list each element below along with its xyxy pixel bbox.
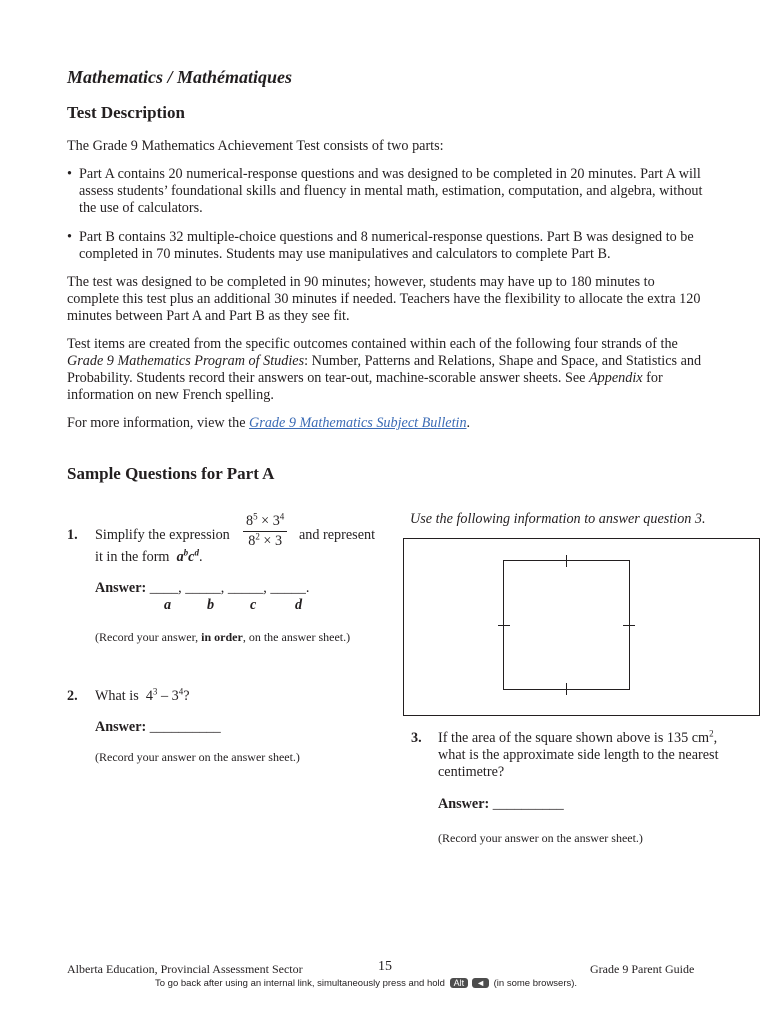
program-of-studies-title: Grade 9 Mathematics Program of Studies — [67, 353, 305, 369]
q3-answer: Answer: __________ — [438, 796, 564, 812]
q1-numerator: $8^5 \times 3^4$ — [243, 513, 287, 532]
q3-text: If the area of the square shown above is 135 $cm^2$, what is the approximate side length to the nearest centimetre? — [438, 728, 719, 780]
square-figure — [503, 560, 630, 690]
bullet-part-b — [67, 229, 719, 263]
bullet-part-a-text: Part A contains 20 numerical-response questions and was designed to be completed in 20 minutes. Part A will assess students’ foundational skills and fluency in mental math, estimation, computation, and algebra, without the use of calculators. — [79, 166, 703, 216]
bullet-dot: • — [67, 166, 72, 182]
q1-number: 1. — [67, 527, 78, 543]
q3-number: 3. — [411, 730, 422, 746]
q1-note: (Record your answer, in order, on the answer sheet.) — [95, 630, 351, 644]
q2-note: (Record your answer on the answer sheet.) — [95, 750, 300, 764]
q2-answer: Answer: __________ — [95, 719, 221, 735]
q1-text-b: and represent — [299, 527, 376, 543]
q1-fraction — [243, 513, 287, 550]
q1-letter-c: c — [250, 597, 257, 613]
time-paragraph: The test was designed to be completed in 90 minutes; however, students may have up to 180 minutes to complete this test plus an additional 30 minutes if needed. Teachers have the flexibility to allocate the extra 120 minutes between Part A and Part B as they see fit. — [67, 274, 701, 324]
q1-answer: Answer: ____, _____, _____, _____. — [95, 580, 310, 596]
q2-number: 2. — [67, 688, 78, 704]
q1-letter-d: d — [295, 597, 303, 613]
bullet-dot: • — [67, 229, 72, 245]
square-tick-top — [566, 555, 567, 567]
items-paragraph — [67, 336, 707, 404]
appendix-ref: Appendix — [589, 370, 643, 386]
square-tick-bottom — [566, 683, 567, 695]
q1-answer-blanks: ____, _____, _____, _____. — [149, 580, 310, 596]
section-title-test-description: Test Description — [67, 103, 185, 122]
items-text-3: for information on new French spelling. — [67, 370, 663, 403]
more-info-text: For more information, view the — [67, 415, 250, 431]
square-tick-right — [623, 625, 635, 626]
info-instruction: Use the following information to answer question 3. — [410, 511, 706, 527]
bullet-part-b-text: Part B contains 32 multiple-choice questions and 8 numerical-response questions. Part B was designed to be completed in 70 minutes. Students may use manipulatives and calculators to complete Part B. — [79, 229, 694, 262]
q1-form-line: it in the form $a^bc^d$. — [95, 547, 203, 565]
footer-guide-title: Grade 9 Parent Guide — [590, 962, 695, 976]
footer-navigation-note: To go back after using an internal link, simultaneously press and hold Alt ◄ (in some browsers). — [155, 978, 578, 989]
q1-denominator: $8^2 \times 3$ — [248, 531, 283, 549]
footer-page-number: 15 — [378, 959, 392, 974]
page-heading: Mathematics / Mathématiques — [67, 67, 293, 87]
subject-bulletin-link[interactable]: Grade 9 Mathematics Subject Bulletin — [249, 415, 467, 431]
bullet-part-a — [67, 166, 719, 217]
left-arrow-key-icon: ◄ — [472, 978, 489, 988]
footer-publisher: Alberta Education, Provincial Assessment Sector — [67, 962, 303, 976]
items-text-2: : Number, Patterns and Relations, Shape and Space, and Statistics and Probability. Students record their answers on tear-out, machine-scorable answer sheets. See — [67, 353, 702, 386]
more-info-paragraph — [67, 415, 707, 432]
q1-letter-b: b — [207, 597, 215, 613]
square-tick-left — [498, 625, 510, 626]
q3-note: (Record your answer on the answer sheet.) — [438, 831, 643, 845]
q1-letter-a: a — [164, 597, 172, 613]
section-title-sample-questions: Sample Questions for Part A — [67, 464, 275, 483]
q2-text: What is $4^3 - 3^4$? — [95, 686, 190, 704]
alt-key-icon: Alt — [450, 978, 469, 988]
more-info-period: . — [466, 415, 471, 431]
q1-text-a: Simplify the expression — [95, 527, 230, 543]
items-text-1: Test items are created from the specific outcomes contained within each of the following four strands of the — [67, 336, 678, 352]
intro-paragraph: The Grade 9 Mathematics Achievement Test consists of two parts: — [67, 138, 444, 154]
